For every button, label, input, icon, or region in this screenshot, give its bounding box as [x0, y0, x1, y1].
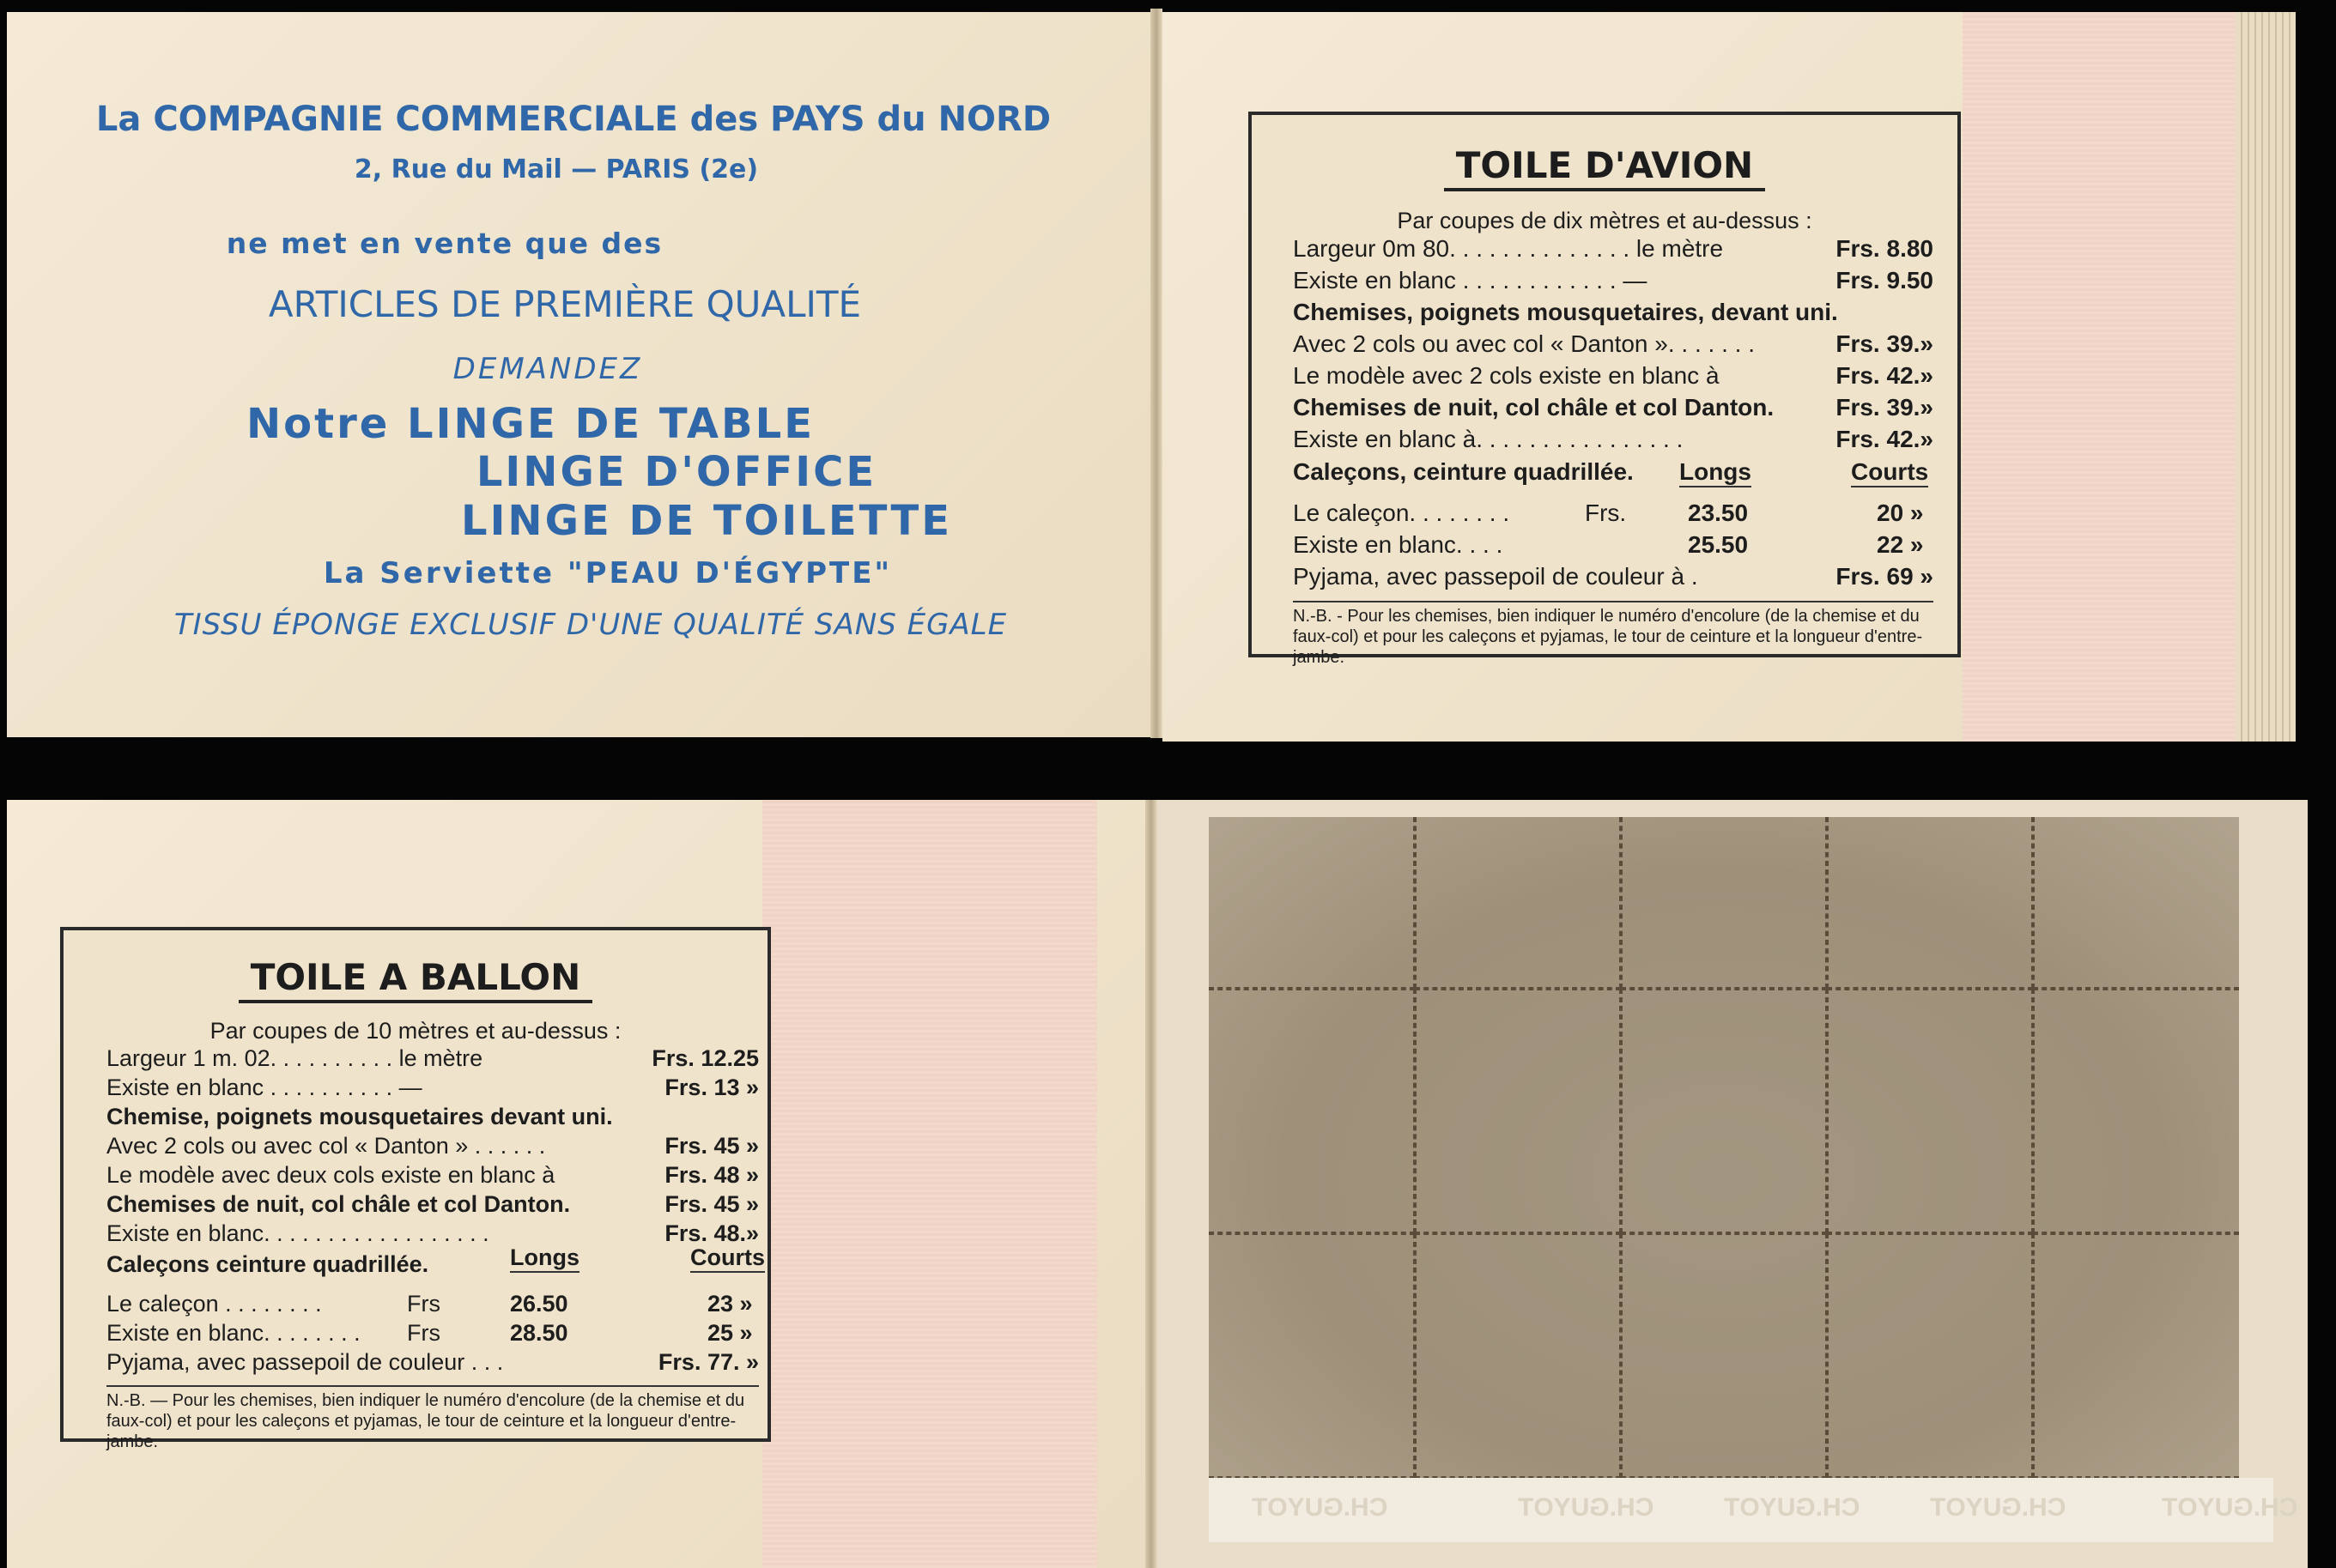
stamp-13	[1621, 1233, 1827, 1478]
ad-line-6: LINGE DE TOILETTE	[460, 497, 952, 545]
toile-avion-intro: Par coupes de dix mètres et au-dessus :	[1397, 208, 1812, 233]
ballon-cal-long-2: 28.50	[510, 1320, 568, 1346]
stamp-10	[2033, 989, 2239, 1233]
toile-avion-title: TOILE D'AVION	[1252, 144, 1957, 186]
stamp-9	[1827, 989, 2033, 1233]
stamp-4	[1827, 817, 2033, 989]
ad-line-5: LINGE D'OFFICE	[476, 448, 877, 496]
avion-cal-frs: Frs.	[1585, 499, 1627, 526]
stamp-11	[1209, 1233, 1415, 1478]
ballon-cal-court-2: 25 »	[707, 1320, 753, 1346]
stamp-2	[1415, 817, 1621, 989]
toile-ballon-intro: Par coupes de 10 mètres et au-dessus :	[209, 1018, 622, 1044]
page-edges-top	[2236, 12, 2296, 742]
printer-mark-4: CH.GUYOT	[1518, 1493, 1654, 1522]
pink-cloth-flap-top	[1963, 12, 2236, 742]
avion-cal-long-1: 23.50	[1688, 499, 1749, 526]
ballon-col-courts: Courts	[690, 1244, 765, 1273]
printer-mark-3: CH.GUYOT	[1724, 1493, 1860, 1522]
spine-shadow-top	[1150, 9, 1162, 738]
toile-ballon-page	[7, 800, 1149, 1568]
ad-line-3: DEMANDEZ	[452, 352, 643, 386]
ballon-nb-note: N.-B. — Pour les chemises, bien indiquer le numéro d'encolure (de la chemise et du faux-col) et pour les caleçons et pyjamas, le tour de ceinture et la longueur d'entre-jambe.	[106, 1385, 759, 1452]
stamp-12	[1415, 1233, 1621, 1478]
printer-mark-1: CH.GUYOT	[2162, 1493, 2298, 1522]
avion-cal-court-2: 22 »	[1877, 531, 1924, 558]
stamp-6	[1209, 989, 1415, 1233]
stamp-15	[2033, 1233, 2239, 1478]
avion-cal-court-1: 20 »	[1877, 499, 1924, 526]
printer-mark-2: CH.GUYOT	[1930, 1493, 2066, 1522]
ballon-col-longs: Longs	[510, 1244, 579, 1273]
printer-mark-5: CH.GUYOT	[1252, 1493, 1388, 1522]
toile-ballon-title: TOILE A BALLON	[64, 956, 768, 998]
stamp-1	[1209, 817, 1415, 989]
toile-avion-page	[1162, 12, 2296, 742]
company-address: 2, Rue du Mail — PARIS (2e)	[354, 154, 759, 185]
ad-line-1: ne met en vente que des	[226, 227, 664, 260]
pink-cloth-flap-bottom	[762, 800, 1097, 1568]
ad-line-4: Notre LINGE DE TABLE	[246, 400, 815, 448]
ballon-cal-frs-1: Frs	[407, 1291, 440, 1317]
ad-line-7: La Serviette "PEAU D'ÉGYPTE"	[323, 556, 893, 590]
stamp-7	[1415, 989, 1621, 1233]
avion-col-longs: Longs	[1679, 458, 1751, 487]
toile-avion-price-box: TOILE D'AVION Par coupes de dix mètres et au-dessus : Largeur 0m 80. . . . . . . . . . . . . . le mètre Frs. 8.80 Existe en blanc . . . . . . . . . . . . — Frs. 9.50 Chemises, poignets mousquetaires, devant uni. Avec 2 cols ou avec col « Danton ». . . . . . . Frs. 39.» Le modèle avec 2 cols existe en blanc à Frs. 42.» Chemises de nuit, col châle et col Danton. Frs. 39.» Existe en blanc à. . . . . . . . . . . . . . . . Frs. 42.» Caleçons, ceinture quadrillée. Longs Courts Le caleçon. . . . . . . . Frs. 23.50 20 » Existe en blanc. . . . 25.50 22 » Pyjama, avec passepoil de couleur à . Frs. 69 » N.-B. - Pour les chemises, bien indiquer le numéro d'encolure (de la chemise et du faux-col) et pour les caleçons et pyjamas, le tour de ceinture et la longueur d'entre-jambe.	[1248, 112, 1961, 657]
stamp-8	[1621, 989, 1827, 1233]
booklet-front-page	[7, 12, 1157, 737]
toile-ballon-price-box: TOILE A BALLON Par coupes de 10 mètres et au-dessus : Largeur 1 m. 02. . . . . . . . . . le mètre Frs. 12.25 Existe en blanc . . . . . . . . . . — Frs. 13 » Chemise, poignets mousquetaires devant uni. Avec 2 cols ou avec col « Danton » . . . . . . Frs. 45 » Le modèle avec deux cols existe en blanc à Frs. 48 » Chemises de nuit, col châle et col Danton. Frs. 45 » Existe en blanc. . . . . . . . . . . . . . . . . . Frs. 48.» Caleçons ceinture quadrillée. Longs Courts Le caleçon . . . . . . . . Frs 26.50 23 » Existe en blanc. . . . . . . . Frs 28.50 25 » Pyjama, avec passepoil de couleur . . . Frs. 77. » N.-B. — Pour les chemises, bien indiquer le numéro d'encolure (de la chemise et du faux-col) et pour les caleçons et pyjamas, le tour de ceinture et la longueur d'entre-jambe.	[60, 927, 771, 1442]
ballon-cal-frs-2: Frs	[407, 1320, 440, 1346]
company-name: La COMPAGNIE COMMERCIALE des PAYS du NORD	[95, 100, 1052, 139]
stamp-pane-page	[1157, 800, 2308, 1568]
stamp-3	[1621, 817, 1827, 989]
spine-shadow-bottom	[1145, 800, 1157, 1568]
avion-nb-note: N.-B. - Pour les chemises, bien indiquer le numéro d'encolure (de la chemise et du faux-col) et pour les caleçons et pyjamas, le tour de ceinture et la longueur d'entre-jambe.	[1293, 601, 1933, 668]
stamp-14	[1827, 1233, 2033, 1478]
ad-line-8: TISSU ÉPONGE EXCLUSIF D'UNE QUALITÉ SANS ÉGALE	[173, 608, 1008, 642]
ballon-cal-long-1: 26.50	[510, 1291, 568, 1317]
avion-col-courts: Courts	[1851, 458, 1928, 487]
ad-line-2: ARTICLES DE PREMIÈRE QUALITÉ	[268, 283, 862, 325]
avion-cal-long-2: 25.50	[1688, 531, 1749, 558]
ballon-cal-court-1: 23 »	[707, 1291, 753, 1317]
stamp-5	[2033, 817, 2239, 989]
